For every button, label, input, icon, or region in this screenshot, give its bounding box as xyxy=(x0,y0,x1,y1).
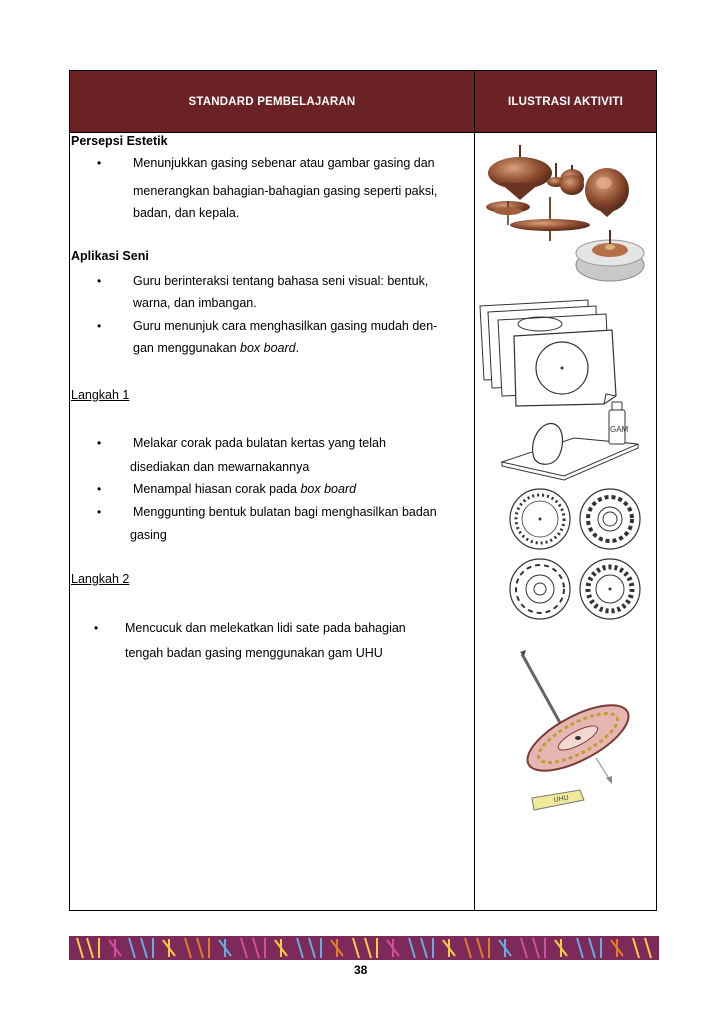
pattern-graphic xyxy=(69,936,659,960)
bullet: • xyxy=(97,274,102,288)
bullet: • xyxy=(97,319,102,333)
header-standard-pembelajaran: STANDARD PEMBELAJARAN xyxy=(188,95,356,108)
text-line: Melakar corak pada bulatan kertas yang telah xyxy=(133,436,386,450)
text-line xyxy=(133,338,299,358)
bullet: • xyxy=(97,482,102,496)
top-assembly-illustration xyxy=(520,650,640,815)
section-title-langkah-2: Langkah 2 xyxy=(71,572,130,586)
glue-board-illustration xyxy=(492,400,642,482)
column-divider xyxy=(474,133,475,911)
text-line: Guru berinteraksi tentang bahasa seni visual: bentuk, xyxy=(133,274,429,288)
text-run: gan menggunakan xyxy=(133,341,241,355)
page-number: 38 xyxy=(354,963,368,977)
italic-run: box board xyxy=(300,482,357,496)
text-run: Menampal hiasan corak pada xyxy=(133,482,301,496)
text-line: Menggunting bentuk bulatan bagi menghasilkan badan xyxy=(133,505,437,519)
text-line: menerangkan bahagian-bahagian gasing seperti paksi, xyxy=(133,184,438,198)
header-ilustrasi-aktiviti: ILUSTRASI AKTIVITI xyxy=(508,95,623,108)
text-line: Menunjukkan gasing sebenar atau gambar gasing dan xyxy=(133,156,435,170)
text-line: Mencucuk dan melekatkan lidi sate pada bahagian xyxy=(125,621,406,635)
section-title-aplikasi-seni: Aplikasi Seni xyxy=(71,249,149,263)
table-header xyxy=(70,71,656,133)
text-line: tengah badan gasing menggunakan gam UHU xyxy=(125,646,383,660)
italic-run: box board xyxy=(240,341,296,355)
text-line: badan, dan kepala. xyxy=(133,206,240,220)
paper-circle-illustration xyxy=(478,296,628,408)
section-title-persepsi-estetik: Persepsi Estetik xyxy=(71,134,168,148)
text-line: warna, dan imbangan. xyxy=(133,296,257,310)
text-line: Guru menunjuk cara menghasilkan gasing mudah den- xyxy=(133,319,438,333)
text-line xyxy=(133,479,356,499)
text-line: gasing xyxy=(130,528,167,542)
bullet: • xyxy=(97,505,102,519)
section-title-langkah-1: Langkah 1 xyxy=(71,388,130,402)
bullet: • xyxy=(97,156,102,170)
bullet: • xyxy=(97,436,102,450)
glue-label: GAM xyxy=(610,425,629,434)
spinning-tops-illustration xyxy=(480,145,650,290)
tube-label: UHU xyxy=(553,794,570,804)
bullet: • xyxy=(94,621,99,635)
decorated-discs-illustration xyxy=(508,487,643,622)
text-run: . xyxy=(295,341,300,355)
text-line: disediakan dan mewarnakannya xyxy=(130,460,310,474)
decorative-pattern-strip xyxy=(69,936,659,960)
